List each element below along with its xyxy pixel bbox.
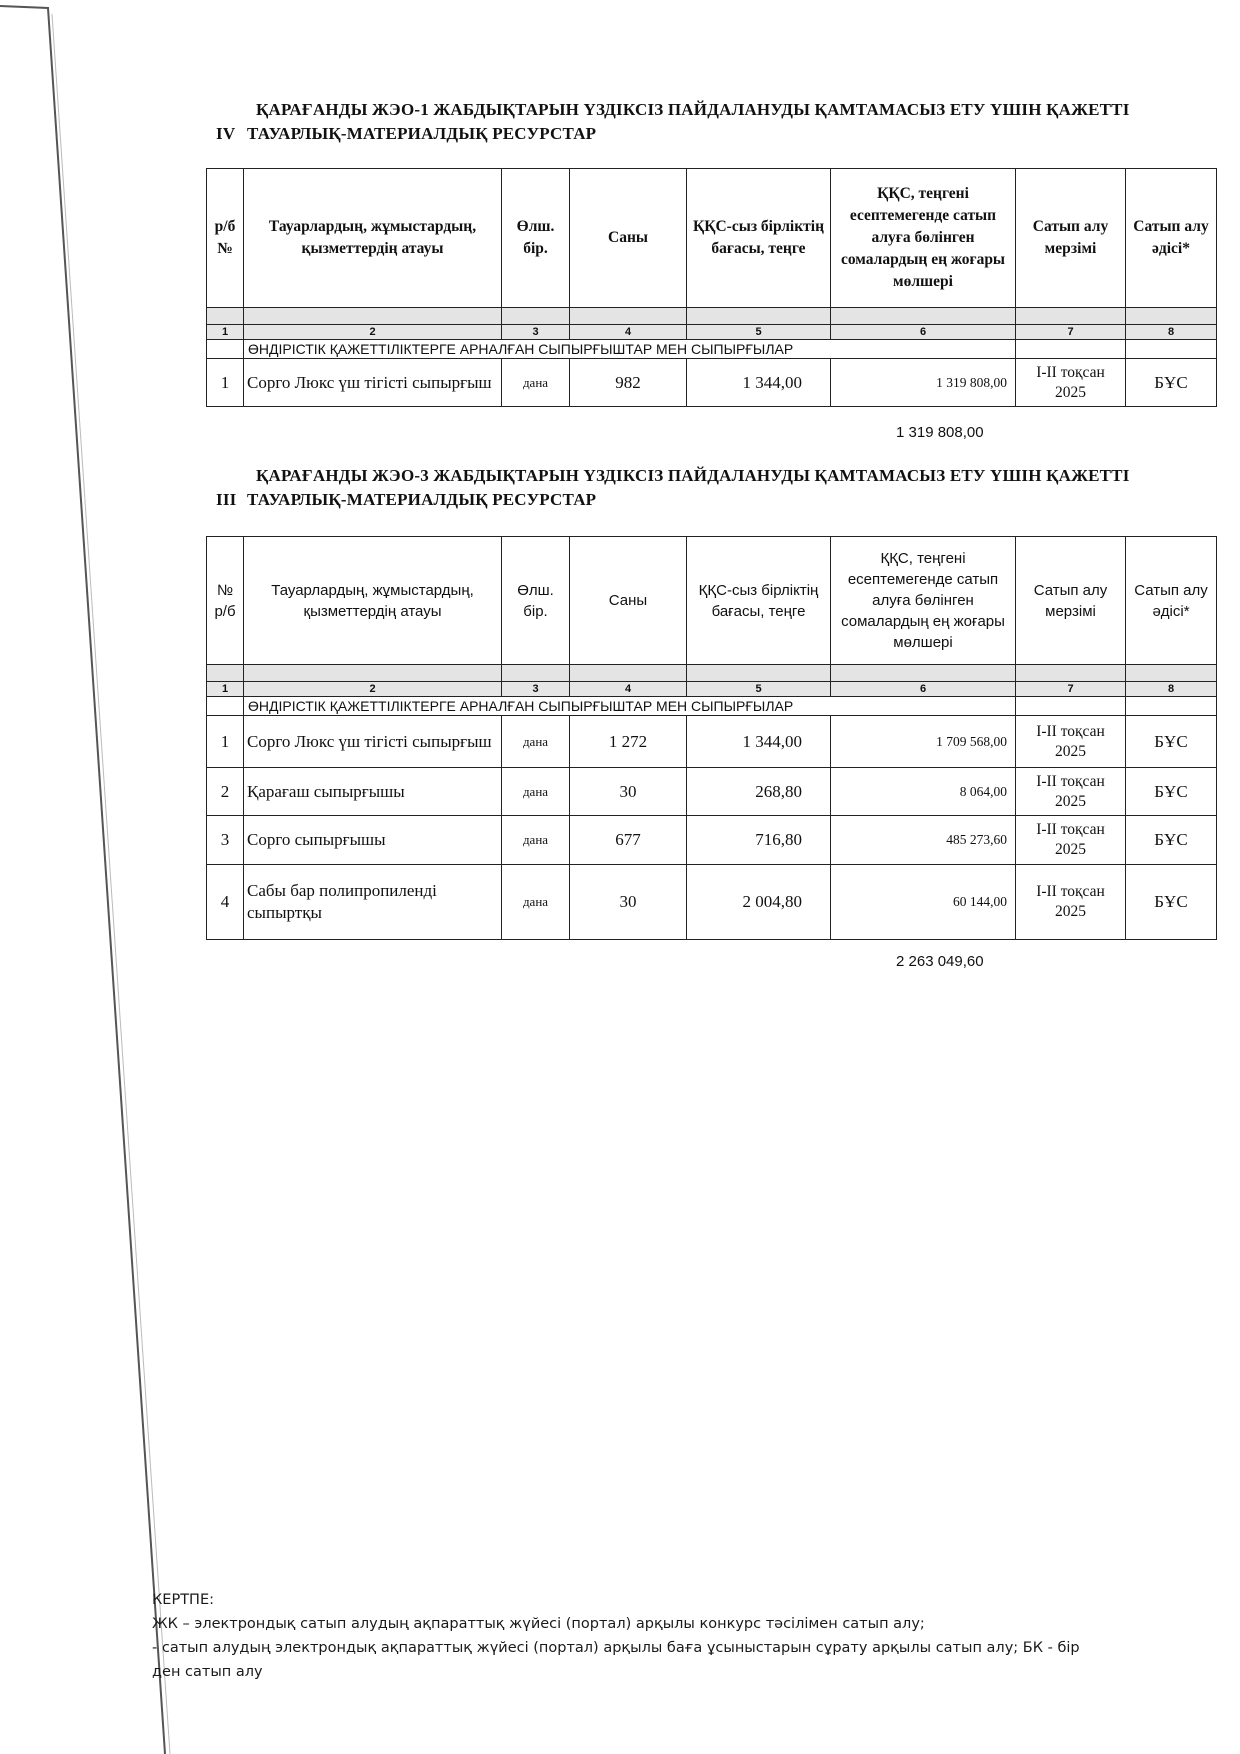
header-cell: Өлш. бір. bbox=[502, 537, 570, 665]
table-row bbox=[207, 716, 1217, 768]
header-cell: Сатып алу мерзімі bbox=[1016, 169, 1126, 308]
item-name: Қарағаш сыпырғышы bbox=[244, 768, 502, 816]
item-quantity: 1 272 bbox=[570, 716, 687, 768]
item-max-amount: 8 064,00 bbox=[831, 768, 1016, 816]
item-max-amount: 1 319 808,00 bbox=[831, 359, 1016, 407]
header-cell: Сатып алу мерзімі bbox=[1016, 537, 1126, 665]
item-method: БҰС bbox=[1126, 359, 1217, 407]
column-index: 8 bbox=[1126, 682, 1217, 697]
item-name: Сорго Люкс үш тігісті сыпырғыш bbox=[244, 716, 502, 768]
item-price: 1 344,00 bbox=[687, 716, 831, 768]
header-cell: ҚҚС-сыз бірліктің бағасы, теңге bbox=[687, 169, 831, 308]
column-index-row bbox=[207, 325, 1217, 340]
column-index: 6 bbox=[831, 325, 1016, 340]
item-price: 268,80 bbox=[687, 768, 831, 816]
section-title bbox=[206, 98, 1216, 146]
item-term: I-II тоқсан 2025 bbox=[1016, 816, 1126, 865]
item-max-amount: 1 709 568,00 bbox=[831, 716, 1016, 768]
item-name: Сорго Люкс үш тігісті сыпырғыш bbox=[244, 359, 502, 407]
column-index: 7 bbox=[1016, 682, 1126, 697]
category-label: ӨНДІРІСТІК ҚАЖЕТТІЛІКТЕРГЕ АРНАЛҒАН СЫПЫРҒЫШТАР МЕН СЫПЫРҒЫЛАР bbox=[244, 697, 1016, 716]
category-label: ӨНДІРІСТІК ҚАЖЕТТІЛІКТЕРГЕ АРНАЛҒАН СЫПЫРҒЫШТАР МЕН СЫПЫРҒЫЛАР bbox=[244, 340, 1016, 359]
header-cell: Сатып алу әдісі* bbox=[1126, 537, 1217, 665]
footnote-line: ден сатып алу bbox=[152, 1664, 263, 1680]
column-index-row bbox=[207, 682, 1217, 697]
section-title-line2: ТАУАРЛЫҚ-МАТЕРИАЛДЫҚ РЕСУРСТАР bbox=[247, 124, 597, 143]
column-index: 6 bbox=[831, 682, 1016, 697]
item-unit: дана bbox=[502, 865, 570, 940]
column-index: 7 bbox=[1016, 325, 1126, 340]
footnote bbox=[152, 1588, 1080, 1684]
section-tpp1 bbox=[206, 98, 1216, 407]
item-method: БҰС bbox=[1126, 716, 1217, 768]
row-number: 1 bbox=[207, 716, 244, 768]
section-title-line1: ҚАРАҒАНДЫ ЖЭО-1 ЖАБДЫҚТАРЫН ҮЗДІКСІЗ ПАЙДАЛАНУДЫ ҚАМТАМАСЫЗ ЕТУ ҮШІН ҚАЖЕТТІ bbox=[256, 100, 1130, 119]
table-row bbox=[207, 865, 1217, 940]
table-row bbox=[207, 816, 1217, 865]
footnote-heading: КЕРТПЕ: bbox=[152, 1592, 215, 1608]
column-index: 4 bbox=[570, 325, 687, 340]
column-index: 8 bbox=[1126, 325, 1217, 340]
resources-table bbox=[206, 536, 1217, 940]
item-max-amount: 60 144,00 bbox=[831, 865, 1016, 940]
item-unit: дана bbox=[502, 768, 570, 816]
item-price: 1 344,00 bbox=[687, 359, 831, 407]
table-row bbox=[207, 359, 1217, 407]
category-row bbox=[207, 697, 1217, 716]
section-title-line1: ҚАРАҒАНДЫ ЖЭО-3 ЖАБДЫҚТАРЫН ҮЗДІКСІЗ ПАЙДАЛАНУДЫ ҚАМТАМАСЫЗ ЕТУ ҮШІН ҚАЖЕТТІ bbox=[256, 466, 1130, 485]
header-cell: ҚҚС, теңгені есептемегенде сатып алуға бөлінген сомалардың ең жоғары мөлшері bbox=[831, 537, 1016, 665]
footnote-line: ЖК – электрондық сатып алудың ақпараттық жүйесі (портал) арқылы конкурс тәсілімен сатып алу; bbox=[152, 1616, 925, 1632]
section1-total: 1 319 808,00 bbox=[896, 424, 984, 441]
category-row bbox=[207, 340, 1217, 359]
section-title bbox=[206, 464, 1216, 512]
column-index: 2 bbox=[244, 682, 502, 697]
header-cell: Өлш. бір. bbox=[502, 169, 570, 308]
item-name: Сорго сыпырғышы bbox=[244, 816, 502, 865]
section-number: III bbox=[216, 490, 237, 509]
header-cell: р/б № bbox=[207, 169, 244, 308]
item-method: БҰС bbox=[1126, 816, 1217, 865]
header-cell: Саны bbox=[570, 537, 687, 665]
item-name: Сабы бар полипропиленді сыпыртқы bbox=[244, 865, 502, 940]
column-index: 4 bbox=[570, 682, 687, 697]
item-method: БҰС bbox=[1126, 865, 1217, 940]
item-quantity: 30 bbox=[570, 768, 687, 816]
section-tpp3 bbox=[206, 464, 1216, 940]
item-quantity: 982 bbox=[570, 359, 687, 407]
column-index: 3 bbox=[502, 325, 570, 340]
table-row bbox=[207, 768, 1217, 816]
header-cell: ҚҚС-сыз бірліктің бағасы, теңге bbox=[687, 537, 831, 665]
column-index: 5 bbox=[687, 682, 831, 697]
column-index: 3 bbox=[502, 682, 570, 697]
item-price: 716,80 bbox=[687, 816, 831, 865]
item-quantity: 30 bbox=[570, 865, 687, 940]
column-index: 1 bbox=[207, 682, 244, 697]
item-term: I-II тоқсан 2025 bbox=[1016, 768, 1126, 816]
header-cell: Тауарлардың, жұмыстардың, қызметтердің атауы bbox=[244, 169, 502, 308]
section-number: IV bbox=[216, 124, 236, 143]
resources-table bbox=[206, 168, 1217, 407]
column-index: 2 bbox=[244, 325, 502, 340]
item-term: I-II тоқсан 2025 bbox=[1016, 716, 1126, 768]
item-max-amount: 485 273,60 bbox=[831, 816, 1016, 865]
item-term: I-II тоқсан 2025 bbox=[1016, 865, 1126, 940]
item-quantity: 677 bbox=[570, 816, 687, 865]
header-cell: ҚҚС, теңгені есептемегенде сатып алуға бөлінген сомалардың ең жоғары мөлшері bbox=[831, 169, 1016, 308]
row-number: 3 bbox=[207, 816, 244, 865]
item-unit: дана bbox=[502, 816, 570, 865]
column-index: 5 bbox=[687, 325, 831, 340]
row-number: 1 bbox=[207, 359, 244, 407]
shaded-row bbox=[207, 665, 1217, 682]
column-index: 1 bbox=[207, 325, 244, 340]
row-number: 2 bbox=[207, 768, 244, 816]
shaded-row bbox=[207, 308, 1217, 325]
item-term: I-II тоқсан 2025 bbox=[1016, 359, 1126, 407]
header-cell: Саны bbox=[570, 169, 687, 308]
section2-total: 2 263 049,60 bbox=[896, 953, 984, 970]
item-unit: дана bbox=[502, 716, 570, 768]
item-price: 2 004,80 bbox=[687, 865, 831, 940]
section-title-line2: ТАУАРЛЫҚ-МАТЕРИАЛДЫҚ РЕСУРСТАР bbox=[247, 490, 597, 509]
header-cell: Сатып алу әдісі* bbox=[1126, 169, 1217, 308]
header-cell: Тауарлардың, жұмыстардың, қызметтердің атауы bbox=[244, 537, 502, 665]
footnote-line: - сатып алудың электрондық ақпараттық жүйесі (портал) арқылы баға ұсыныстарын сұрату арқылы сатып алу; БК - бір bbox=[152, 1640, 1080, 1656]
table-header-row bbox=[207, 169, 1217, 308]
header-cell: № р/б bbox=[207, 537, 244, 665]
item-method: БҰС bbox=[1126, 768, 1217, 816]
table-header-row bbox=[207, 537, 1217, 665]
row-number: 4 bbox=[207, 865, 244, 940]
item-unit: дана bbox=[502, 359, 570, 407]
